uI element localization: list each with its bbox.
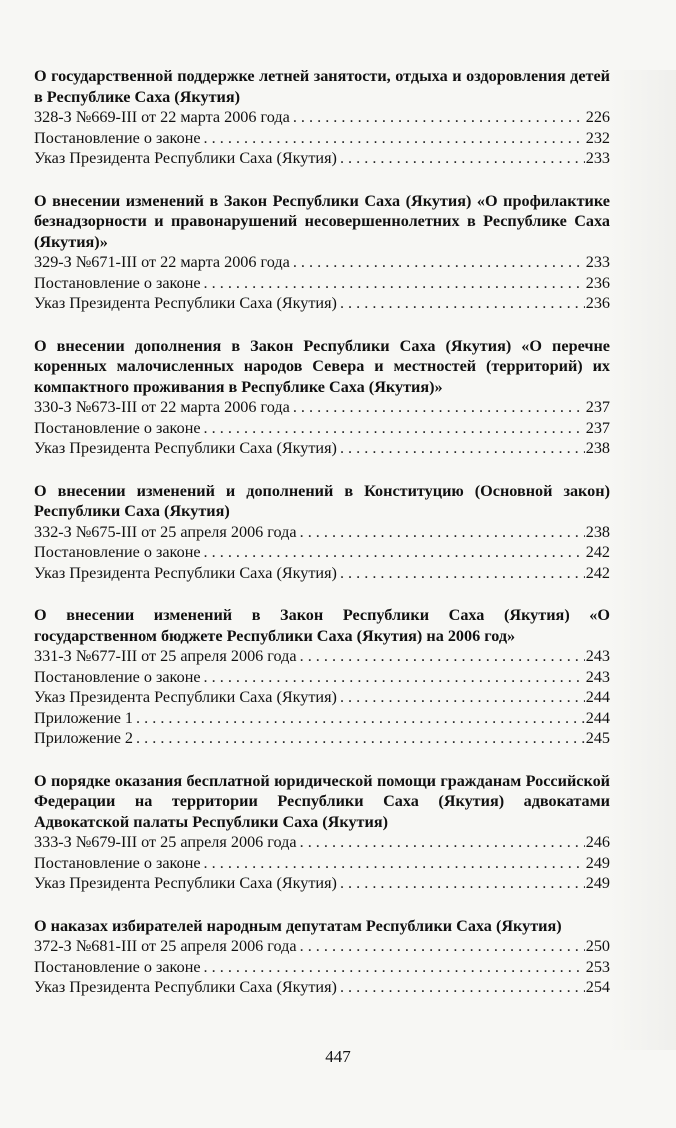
entry-label: Указ Президента Республики Саха (Якутия)	[34, 149, 337, 167]
toc-entry	[34, 107, 610, 128]
entry-page-number: 232	[585, 128, 610, 147]
entry-page-number: 233	[585, 149, 610, 167]
toc-entry	[34, 667, 610, 688]
section-title: О государственной поддержке летней занятости, отдыха и оздоровления детей в Республике Саха (Якутия)	[34, 67, 610, 106]
dot-leader	[204, 957, 585, 978]
entry-label: 372-З №681-III от 25 апреля 2006 года	[34, 937, 297, 955]
entry-page-number: 242	[585, 563, 610, 582]
entry-label: 329-З №671-III от 22 марта 2006 года	[34, 253, 290, 271]
toc-section	[34, 481, 610, 584]
entry-page-number: 243	[585, 667, 610, 686]
toc-entry	[34, 977, 610, 998]
toc-entry	[34, 148, 610, 169]
dot-leader	[293, 107, 585, 128]
section-title: О порядке оказания бесплатной юридической помощи гражданам Российской Федерации на территории Республики Саха (Якутия) адвокатами Адвокатской палаты Республики Саха (Якутия)	[34, 771, 610, 831]
toc-entry	[34, 936, 610, 957]
dot-leader	[340, 438, 585, 459]
entry-page-number: 236	[585, 273, 610, 292]
entry-label: Постановление о законе	[34, 418, 201, 437]
entry-label: 328-З №669-III от 22 марта 2006 года	[34, 108, 290, 126]
dot-leader	[293, 397, 585, 418]
entry-page-number: 236	[585, 294, 610, 312]
entry-label: Постановление о законе	[34, 273, 201, 292]
section-title: О внесении дополнения в Закон Республики Саха (Якутия) «О перечне коренных малочисленных народов Севера и местностей (территорий) их компактного проживания в Республике Саха (Якутия)»	[34, 336, 610, 396]
toc-entry	[34, 522, 610, 543]
section-title: О внесении изменений в Закон Республики Саха (Якутия) «О профилактике безнадзорности и правонарушений несовершеннолетних в Республике Саха (Якутия)»	[34, 191, 610, 251]
entry-label: Постановление о законе	[34, 543, 201, 561]
section-title: О внесении изменений в Закон Республики Саха (Якутия) «О государственном бюджете Республики Саха (Якутия) на 2006 год»	[34, 606, 610, 645]
toc-entry	[34, 418, 610, 439]
toc-entry	[34, 128, 610, 149]
toc-entry	[34, 252, 610, 273]
toc-entry	[34, 293, 610, 314]
entry-label: Указ Президента Республики Саха (Якутия)	[34, 294, 337, 312]
dot-leader	[340, 563, 585, 584]
toc-entry	[34, 646, 610, 667]
entry-label: Указ Президента Республики Саха (Якутия)	[34, 439, 337, 457]
dot-leader	[204, 853, 585, 874]
toc-entry	[34, 397, 610, 418]
toc-entry	[34, 542, 610, 563]
entry-page-number: 243	[585, 647, 610, 665]
entry-label: 331-З №677-III от 25 апреля 2006 года	[34, 647, 297, 665]
entry-page-number: 238	[585, 439, 610, 457]
toc-entry	[34, 563, 610, 584]
dot-leader	[300, 832, 585, 853]
entry-page-number: 233	[585, 253, 610, 271]
toc-section	[34, 191, 610, 314]
dot-leader	[204, 542, 585, 563]
entry-label: Указ Президента Республики Саха (Якутия)	[34, 874, 337, 892]
entry-label: Приложение 2	[34, 729, 134, 747]
entry-label: 332-З №675-III от 25 апреля 2006 года	[34, 522, 297, 541]
entry-page-number: 237	[585, 418, 610, 437]
entry-page-number: 249	[585, 874, 610, 892]
toc-entry	[34, 728, 610, 749]
entry-label: Указ Президента Республики Саха (Якутия)	[34, 978, 337, 996]
entry-page-number: 237	[585, 398, 610, 416]
dot-leader	[340, 977, 585, 998]
dot-leader	[293, 252, 585, 273]
entry-page-number: 253	[585, 957, 610, 976]
entry-label: 330-З №673-III от 22 марта 2006 года	[34, 398, 290, 416]
entry-label: Постановление о законе	[34, 853, 201, 872]
dot-leader	[136, 728, 585, 749]
toc-entry	[34, 708, 610, 729]
toc-entry	[34, 853, 610, 874]
entry-page-number: 246	[585, 833, 610, 851]
entry-label: Приложение 1	[34, 708, 134, 727]
dot-leader	[340, 293, 585, 314]
dot-leader	[300, 646, 585, 667]
entry-label: Постановление о законе	[34, 128, 201, 147]
toc-section	[34, 336, 610, 459]
entry-label: Указ Президента Республики Саха (Якутия)	[34, 563, 337, 582]
toc-section	[34, 605, 610, 749]
dot-leader	[204, 667, 585, 688]
dot-leader	[340, 873, 585, 894]
entry-page-number: 242	[585, 543, 610, 561]
dot-leader	[340, 687, 585, 708]
entry-label: Постановление о законе	[34, 957, 201, 976]
toc-entry	[34, 832, 610, 853]
entry-page-number: 254	[585, 978, 610, 996]
dot-leader	[136, 708, 585, 729]
entry-page-number: 244	[585, 708, 610, 727]
toc-section	[34, 771, 610, 894]
toc-entry	[34, 873, 610, 894]
entry-page-number: 238	[585, 522, 610, 541]
toc-entry	[34, 957, 610, 978]
dot-leader	[204, 418, 585, 439]
toc-entry	[34, 438, 610, 459]
section-title: О наказах избирателей народным депутатам Республики Саха (Якутия)	[34, 916, 562, 935]
section-title: О внесении изменений и дополнений в Конституцию (Основной закон) Республики Саха (Якутия)	[34, 481, 610, 520]
dot-leader	[204, 273, 585, 294]
dot-leader	[300, 522, 585, 543]
entry-label: 333-З №679-III от 25 апреля 2006 года	[34, 833, 297, 851]
dot-leader	[204, 128, 585, 149]
toc-entry	[34, 273, 610, 294]
entry-page-number: 245	[585, 729, 610, 747]
toc-section	[34, 66, 610, 169]
entry-page-number: 226	[585, 108, 610, 126]
entry-page-number: 244	[585, 688, 610, 706]
entry-label: Указ Президента Республики Саха (Якутия)	[34, 688, 337, 706]
entry-label: Постановление о законе	[34, 667, 201, 686]
entry-page-number: 249	[585, 853, 610, 872]
entry-page-number: 250	[585, 937, 610, 955]
dot-leader	[340, 148, 585, 169]
page-number: 447	[325, 1047, 351, 1066]
toc-section	[34, 916, 610, 998]
toc-entry	[34, 687, 610, 708]
show-through-shade	[610, 70, 676, 1050]
table-of-contents	[34, 66, 610, 1020]
dot-leader	[300, 936, 585, 957]
